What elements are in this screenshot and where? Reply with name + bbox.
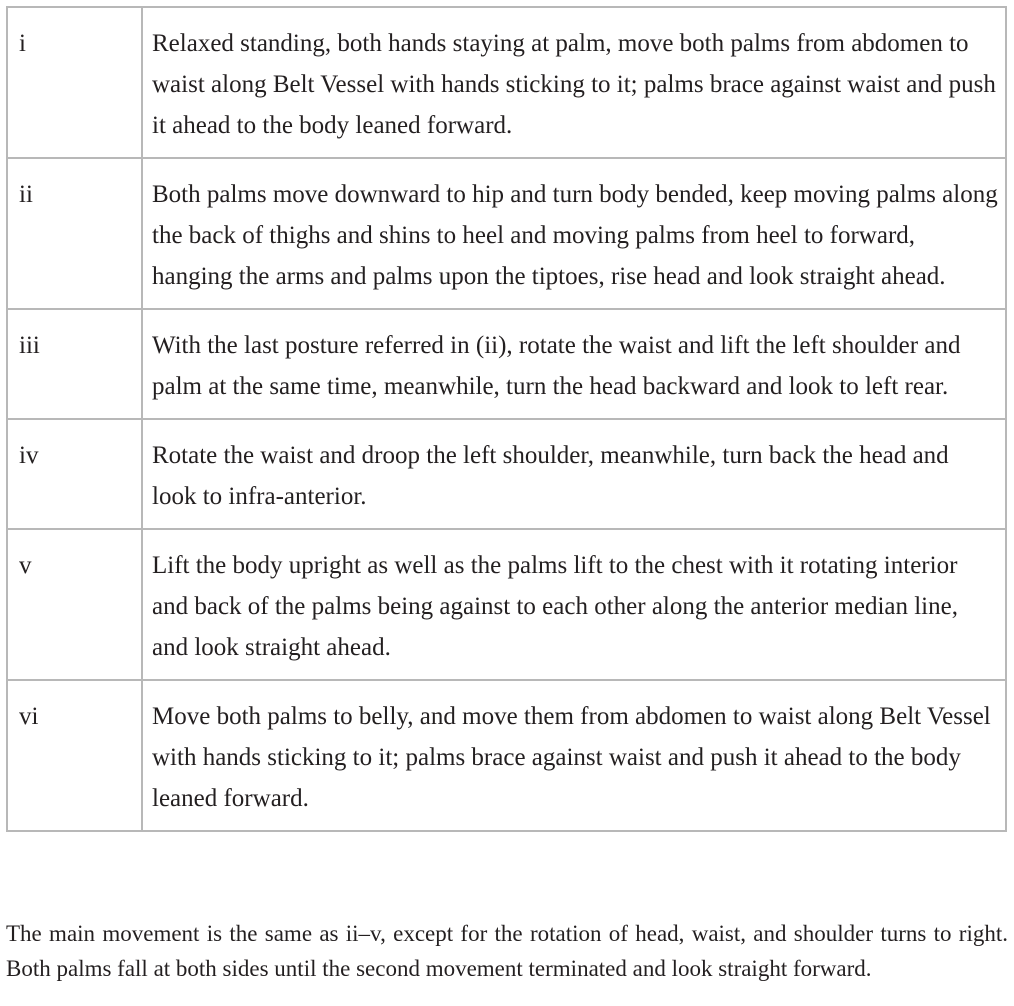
movement-steps-table	[6, 6, 1007, 832]
table-row	[7, 419, 1006, 529]
step-numeral: vi	[7, 680, 142, 831]
step-numeral: ii	[7, 158, 142, 309]
step-description: Lift the body upright as well as the palms lift to the chest with it rotating interior and back of the palms being against to each other along the anterior median line, and look straight ahead.	[142, 529, 1006, 680]
step-numeral: v	[7, 529, 142, 680]
table-row	[7, 680, 1006, 831]
step-description: Both palms move downward to hip and turn body bended, keep moving palms along the back of thighs and shins to heel and moving palms from heel to forward, hanging the arms and palms upon the tiptoes, rise head and look straight ahead.	[142, 158, 1006, 309]
table-row	[7, 7, 1006, 158]
table-footnote: The main movement is the same as ii–v, except for the rotation of head, waist, and shoulder turns to right. Both palms fall at both sides until the second movement terminated and look straight forward.	[6, 921, 1008, 981]
table-row	[7, 309, 1006, 419]
step-numeral: iv	[7, 419, 142, 529]
step-description: Relaxed standing, both hands staying at palm, move both palms from abdomen to waist along Belt Vessel with hands sticking to it; palms brace against waist and push it ahead to the body leaned forward.	[142, 7, 1006, 158]
step-numeral: iii	[7, 309, 142, 419]
step-description: With the last posture referred in (ii), rotate the waist and lift the left shoulder and palm at the same time, meanwhile, turn the head backward and look to left rear.	[142, 309, 1006, 419]
step-description: Rotate the waist and droop the left shoulder, meanwhile, turn back the head and look to infra-anterior.	[142, 419, 1006, 529]
step-numeral: i	[7, 7, 142, 158]
step-description: Move both palms to belly, and move them from abdomen to waist along Belt Vessel with hands sticking to it; palms brace against waist and push it ahead to the body leaned forward.	[142, 680, 1006, 831]
table-row	[7, 158, 1006, 309]
table-row	[7, 529, 1006, 680]
